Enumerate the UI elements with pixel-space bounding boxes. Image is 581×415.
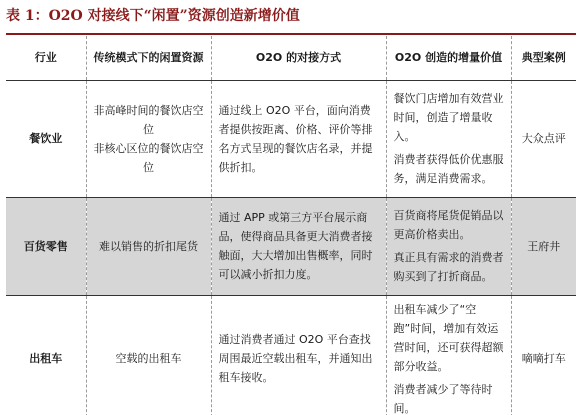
value-added-line: 百货商将尾货促销品以更高价格卖出。 [393, 209, 504, 241]
value-added-line: 出租车减少了“空跑”时间，增加有效运营时间，还可获得超额部分收益。 [393, 302, 504, 373]
header-industry: 行业 [6, 36, 86, 80]
table-row [6, 197, 576, 295]
value-added-line: 餐饮门店增加有效营业时间，创造了增量收入。 [393, 92, 504, 143]
cell-industry: 出租车 [6, 295, 86, 415]
header-o2o-method: O2O 的对接方式 [211, 36, 386, 80]
cell-value-added [386, 295, 511, 415]
idle-resource-line: 难以销售的折扣尾货 [99, 239, 198, 253]
table-title: 表 1：O2O 对接线下“闲置”资源创造新增价值 [6, 8, 300, 24]
header-idle-resource: 传统模式下的闲置资源 [86, 36, 211, 80]
header-typical-case: 典型案例 [511, 36, 576, 80]
cell-idle-resource [86, 80, 211, 197]
title-underline [6, 33, 576, 35]
cell-idle-resource [86, 197, 211, 295]
cell-industry: 百货零售 [6, 197, 86, 295]
idle-resource-line: 非核心区位的餐饮店空位 [93, 141, 204, 174]
header-value-added: O2O 创造的增量价值 [386, 36, 511, 80]
table-header-row [6, 36, 576, 80]
cell-idle-resource [86, 295, 211, 415]
value-added-line: 消费者减少了等待时间。 [393, 382, 493, 415]
cell-o2o-method: 通过消费者通过 O2O 平台查找周围最近空载出租车，并通知出租车接收。 [211, 295, 386, 415]
cell-o2o-method: 通过线上 O2O 平台，面向消费者提供按距离、价格、评价等排名方式呈现的餐饮店名录，并提供折扣。 [211, 80, 386, 197]
cell-industry: 餐饮业 [6, 80, 86, 197]
table-row [6, 80, 576, 197]
cell-typical-case: 嘀嘀打车 [521, 352, 566, 365]
o2o-value-table [6, 36, 576, 415]
value-added-line: 消费者获得低价优惠服务，满足消费需求。 [393, 153, 504, 185]
cell-typical-case: 王府井 [511, 197, 576, 295]
idle-resource-line: 非高峰时间的餐饮店空位 [93, 103, 204, 136]
table-row [6, 295, 576, 415]
cell-o2o-method: 通过 APP 或第三方平台展示商品，使得商品具备更大消费者接触面，大大增加出售概率，同时可以减小折扣力度。 [211, 197, 386, 295]
idle-resource-line: 空载的出租车 [115, 352, 182, 365]
value-added-line: 真正具有需求的消费者购买到了打折商品。 [393, 251, 504, 283]
cell-typical-case: 大众点评 [521, 132, 566, 145]
cell-value-added [386, 197, 511, 295]
cell-value-added [386, 80, 511, 197]
